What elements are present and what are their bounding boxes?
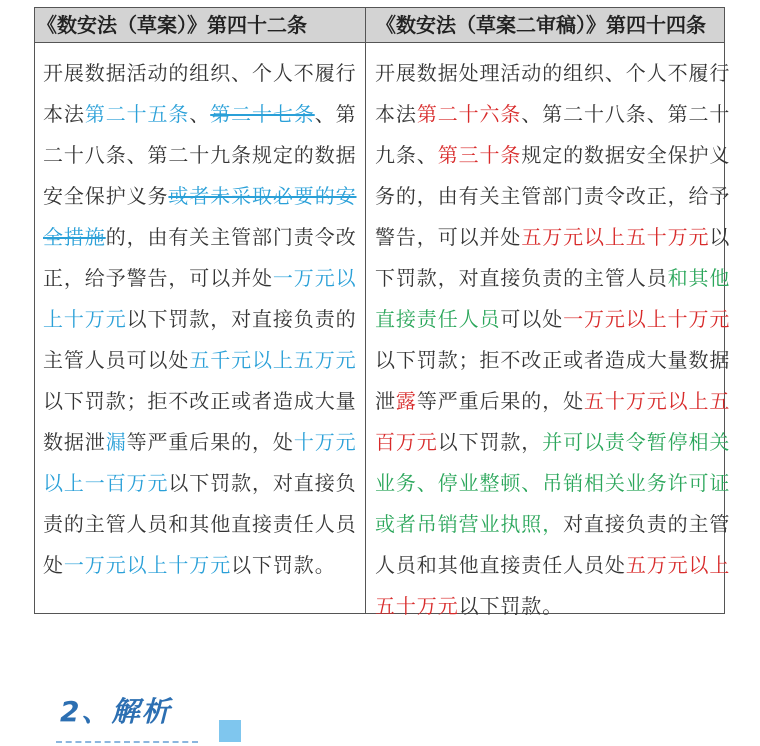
text-segment: 人员和其他直接责任人员处 bbox=[375, 553, 626, 577]
text-line bbox=[375, 135, 731, 176]
text-segment: 本法 bbox=[43, 102, 85, 126]
decorative-square bbox=[219, 720, 241, 742]
highlighted-text-segment: 百万元 bbox=[375, 430, 438, 454]
text-line bbox=[43, 545, 361, 586]
highlighted-text-segment: 直接责任人员 bbox=[375, 307, 501, 331]
text-segment: 以下罚款，对直接负 bbox=[168, 471, 357, 495]
right-column-text bbox=[375, 53, 731, 627]
text-segment: 以下罚款；拒不改正或者造成大量 bbox=[43, 389, 357, 413]
text-segment: 正，给予警告，可以并处 bbox=[43, 266, 273, 290]
text-line bbox=[375, 381, 731, 422]
text-segment: 处 bbox=[43, 553, 64, 577]
text-line bbox=[375, 545, 731, 586]
text-line bbox=[43, 217, 361, 258]
text-line bbox=[43, 381, 361, 422]
highlighted-text-segment: 一万元以上十万元 bbox=[563, 307, 731, 331]
text-line bbox=[375, 94, 731, 135]
text-segment: 、第二十八条、第二十 bbox=[521, 102, 731, 126]
text-segment: 以 bbox=[709, 225, 731, 249]
column-divider bbox=[365, 8, 366, 613]
left-column-header: 《数安法（草案）》第四十二条 bbox=[35, 8, 365, 43]
highlighted-text-segment: 并可以责令暂停相关 bbox=[542, 430, 731, 454]
comparison-table bbox=[34, 7, 731, 618]
text-segment: 以下罚款。 bbox=[231, 553, 336, 577]
text-line bbox=[375, 340, 731, 381]
highlighted-text-segment: 第三十条 bbox=[437, 143, 522, 167]
highlighted-text-segment: 五万元以上五十万元 bbox=[521, 225, 710, 249]
text-line bbox=[375, 176, 731, 217]
text-line bbox=[375, 217, 731, 258]
text-segment: 以下罚款， bbox=[437, 430, 543, 454]
text-line bbox=[43, 53, 361, 94]
highlighted-text-segment: 五十万元以上五 bbox=[584, 389, 731, 413]
text-segment: 警告，可以并处 bbox=[375, 225, 522, 249]
text-segment: 数据泄 bbox=[43, 430, 106, 454]
text-segment: 、 bbox=[189, 102, 211, 126]
text-segment: 以下罚款；拒不改正或者造成大量数据 bbox=[375, 348, 731, 372]
text-segment: 以下罚款。 bbox=[458, 594, 564, 618]
text-line bbox=[43, 94, 361, 135]
highlighted-text-segment: 一万元以 bbox=[272, 266, 357, 290]
text-segment: 等严重后果的，处 bbox=[416, 389, 585, 413]
text-segment: 安全保护义务 bbox=[43, 184, 169, 208]
text-line bbox=[43, 463, 361, 504]
text-segment: 下罚款，对直接负责的主管人员 bbox=[375, 266, 668, 290]
highlighted-text-segment: 一万元以上十万元 bbox=[63, 553, 232, 577]
highlighted-text-segment: 第二十六条 bbox=[416, 102, 522, 126]
text-segment: 等严重后果的，处 bbox=[126, 430, 294, 454]
text-line bbox=[43, 422, 361, 463]
text-line bbox=[43, 176, 361, 217]
text-segment: 责的主管人员和其他直接责任人员 bbox=[43, 512, 357, 536]
text-line bbox=[375, 53, 731, 94]
text-segment: 对直接负责的主管 bbox=[563, 512, 731, 536]
text-line bbox=[43, 135, 361, 176]
right-column-header: 《数安法（草案二审稿）》第四十四条 bbox=[366, 8, 724, 43]
text-segment: 泄 bbox=[375, 389, 396, 413]
highlighted-text-segment: 五千元以上五万元 bbox=[189, 348, 357, 372]
highlighted-text-segment: 以上一百万元 bbox=[43, 471, 169, 495]
text-segment: 开展数据活动的组织、个人不履行 bbox=[43, 61, 357, 85]
highlighted-text-segment: 第二十五条 bbox=[84, 102, 190, 126]
highlighted-text-segment: 露 bbox=[395, 389, 417, 413]
text-segment: 规定的数据安全保护义 bbox=[521, 143, 731, 167]
highlighted-text-segment: 和其他 bbox=[667, 266, 731, 290]
text-segment: 主管人员可以处 bbox=[43, 348, 190, 372]
text-line bbox=[43, 340, 361, 381]
highlighted-text-segment: 十万元 bbox=[293, 430, 357, 454]
text-line bbox=[375, 299, 731, 340]
text-line bbox=[43, 299, 361, 340]
highlighted-text-segment: 漏 bbox=[105, 430, 127, 454]
deleted-text-segment: 或者未采取必要的安 bbox=[168, 184, 357, 208]
text-line bbox=[375, 258, 731, 299]
highlighted-text-segment: 业务、停业整顿、吊销相关业务许可证 bbox=[375, 471, 731, 495]
text-segment: 可以处 bbox=[500, 307, 564, 331]
text-line bbox=[375, 504, 731, 545]
left-column-text bbox=[43, 53, 361, 586]
text-segment: 以下罚款，对直接负责的 bbox=[126, 307, 357, 331]
text-segment: 本法 bbox=[375, 102, 417, 126]
text-line bbox=[43, 504, 361, 545]
highlighted-text-segment: 五十万元 bbox=[375, 594, 459, 618]
text-line bbox=[43, 258, 361, 299]
title-underline bbox=[56, 741, 198, 743]
text-line bbox=[375, 463, 731, 504]
text-segment: 务的，由有关主管部门责令改正，给予 bbox=[375, 184, 731, 208]
text-segment: 的，由有关主管部门责令改 bbox=[105, 225, 357, 249]
deleted-text-segment: 全措施 bbox=[43, 225, 106, 249]
highlighted-text-segment: 五万元以上 bbox=[625, 553, 731, 577]
text-segment: 二十八条、第二十九条规定的数据 bbox=[43, 143, 357, 167]
section-title: 2、解析 bbox=[60, 695, 172, 728]
text-line bbox=[375, 422, 731, 463]
highlighted-text-segment: 上十万元 bbox=[43, 307, 127, 331]
text-line bbox=[375, 586, 721, 627]
highlighted-text-segment: 或者吊销营业执照， bbox=[375, 512, 564, 536]
deleted-text-segment: 第二十七条 bbox=[210, 102, 315, 126]
text-segment: 开展数据处理活动的组织、个人不履行 bbox=[375, 61, 731, 85]
text-segment: 、第 bbox=[314, 102, 357, 126]
text-segment: 九条、 bbox=[375, 143, 438, 167]
